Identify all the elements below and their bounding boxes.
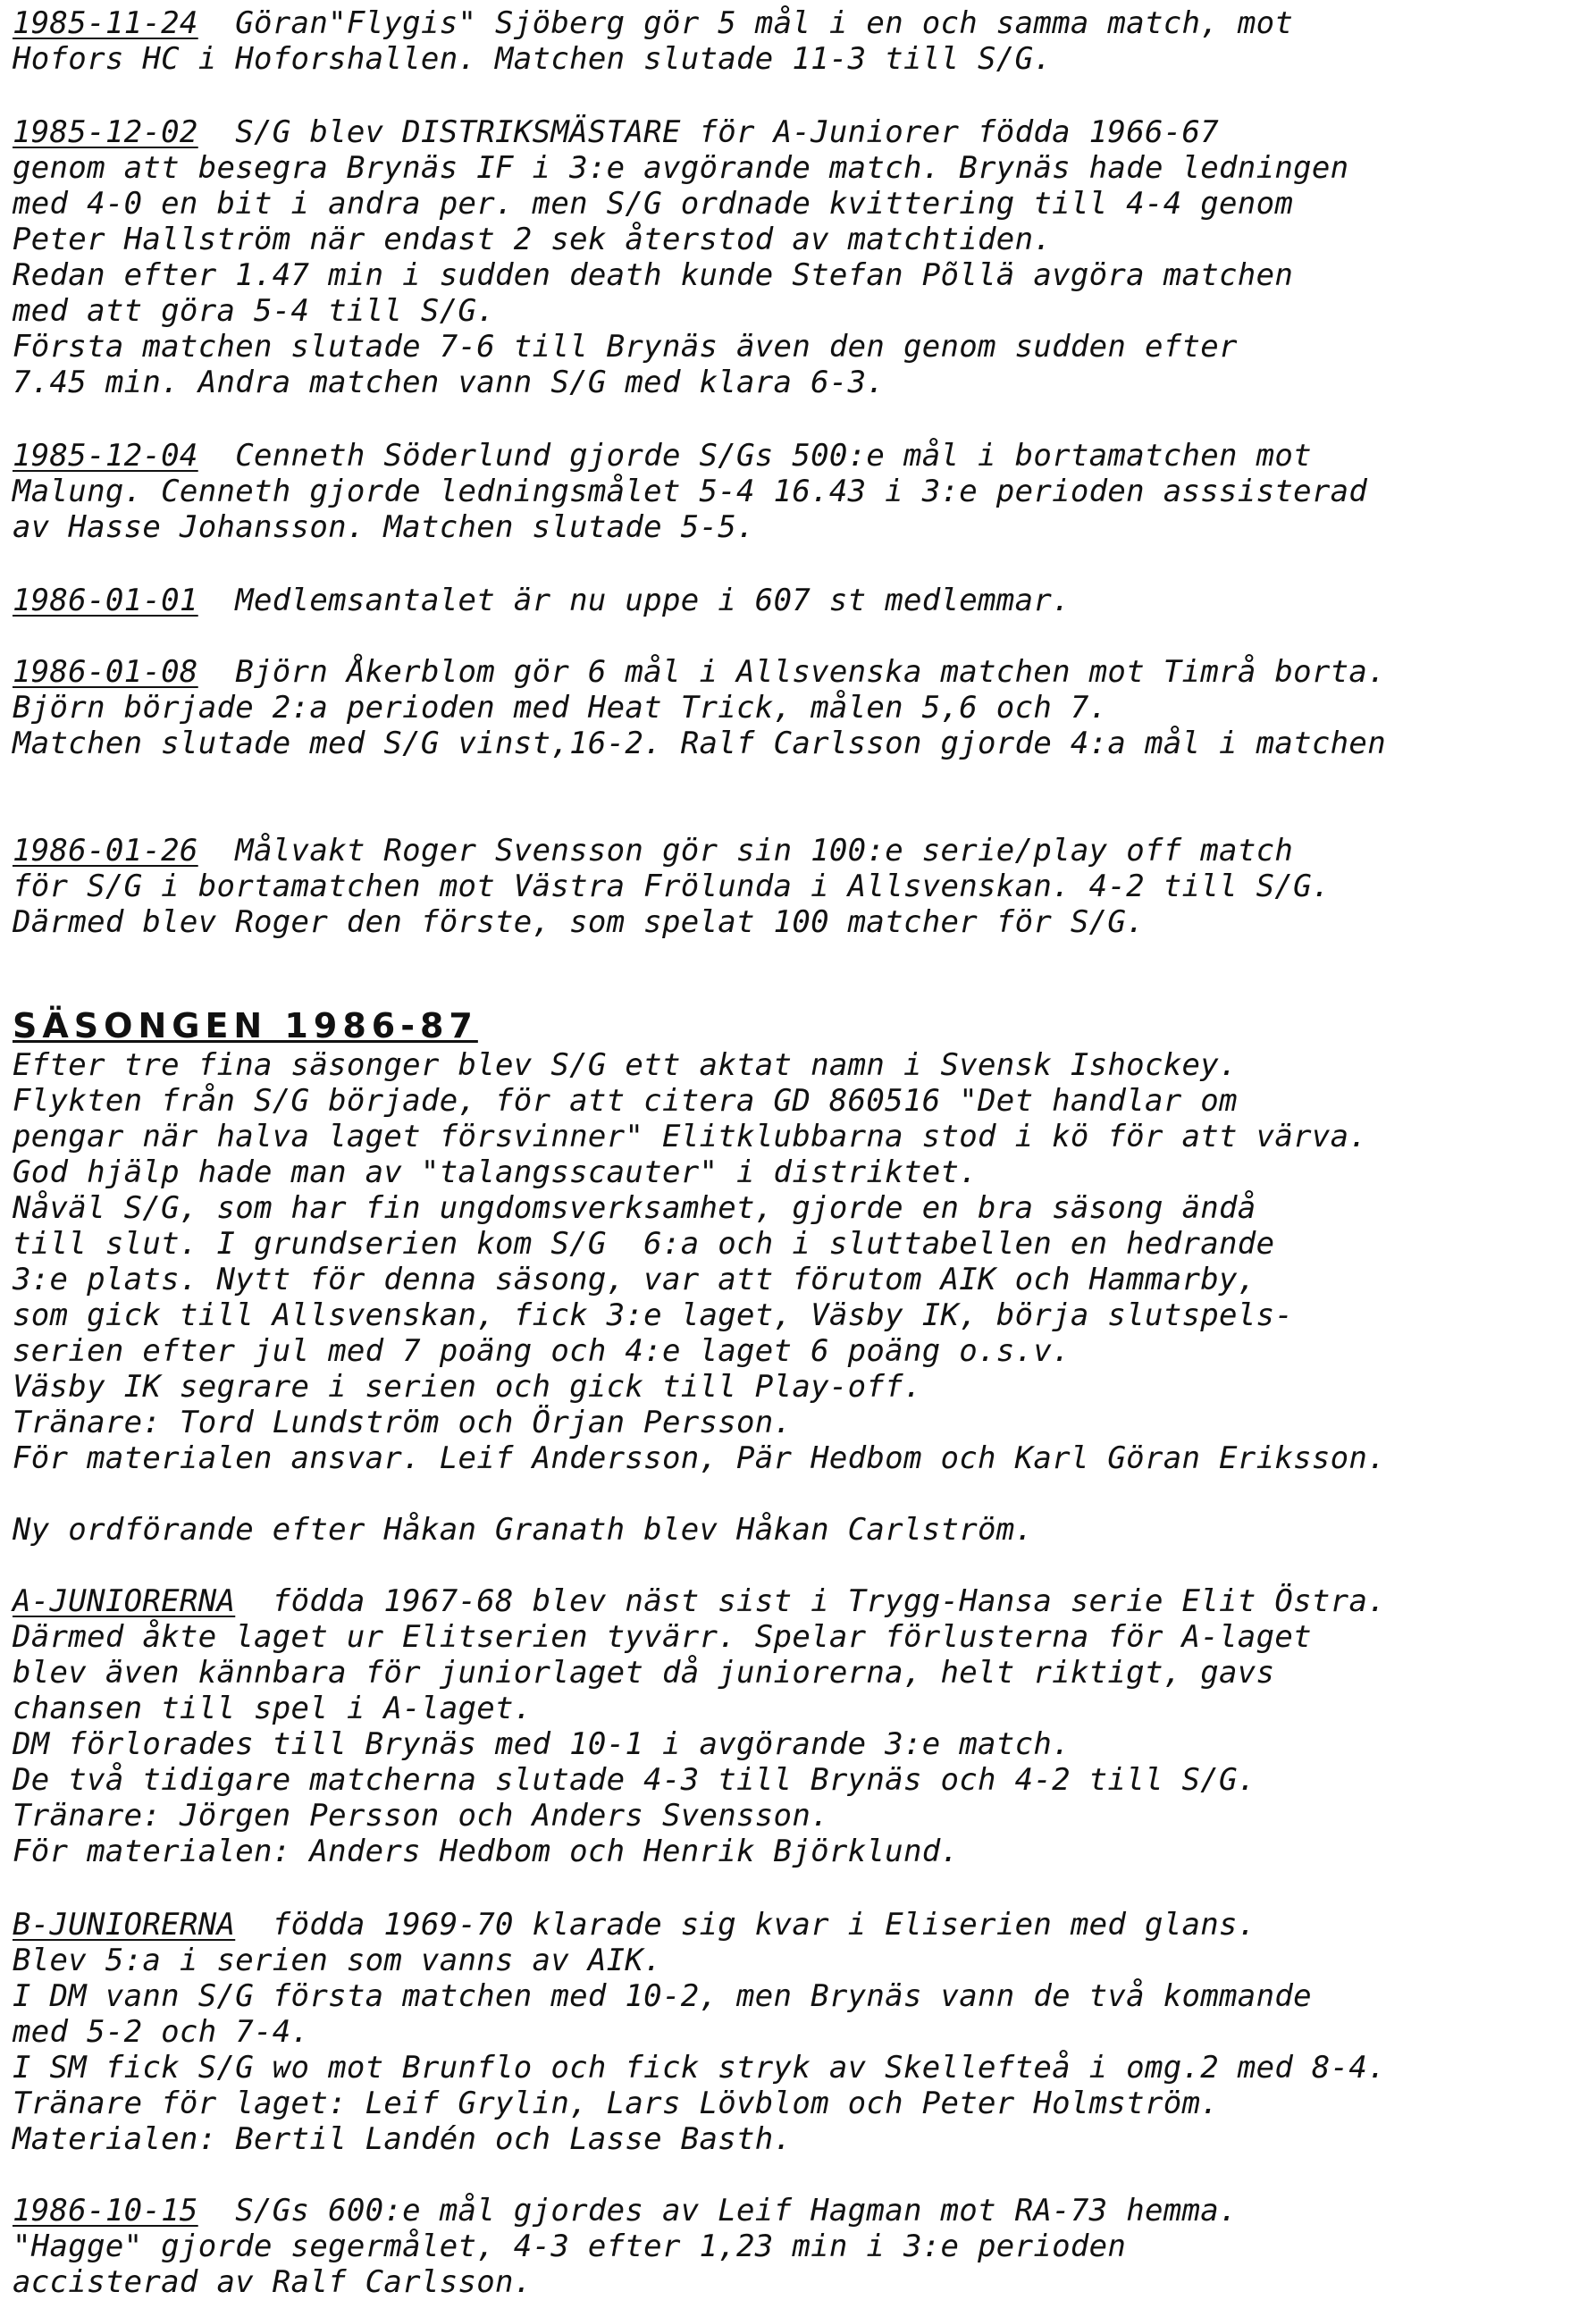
entry-line: genom att besegra Brynäs IF i 3:e avgörande match. Brynäs hade ledningen [13,150,1349,186]
a-juniors-line: De två tidigare matcherna slutade 4-3 till Brynäs och 4-2 till S/G. [13,1762,1256,1798]
season-line: som gick till Allsvenskan, fick 3:e laget, Väsby IK, börja slutspels- [13,1297,1294,1333]
entry-text: Björn Åkerblom gör 6 mål i Allsvenska matchen mot Timrå borta. [235,654,1386,690]
entry-line: av Hasse Johansson. Matchen slutade 5-5. [13,509,755,545]
section-label: A-JUNIORERNA [13,1583,236,1619]
entry-text: Cenneth Söderlund gjorde S/Gs 500:e mål i bortamatchen mot [235,438,1312,474]
b-juniors-line: Blev 5:a i serien som vanns av AIK. [13,1943,662,1978]
entry-first-line [13,114,1219,150]
entry-text: Göran"Flygis" Sjöberg gör 5 mål i en och samma match, mot [235,5,1294,41]
entry-first-line [13,833,1293,869]
entry-first-line [13,5,1293,41]
a-juniors-line: För materialen: Anders Hedbom och Henrik Björklund. [13,1834,960,1869]
b-juniors-line: Materialen: Bertil Landén och Lasse Basth. [13,2121,793,2157]
season-line: För materialen ansvar. Leif Andersson, Pär Hedbom och Karl Göran Eriksson. [13,1440,1386,1476]
entry-line: med 4-0 en bit i andra per. men S/G ordnade kvittering till 4-4 genom [13,186,1294,222]
section-text: födda 1969-70 klarade sig kvar i Eliserien med glans. [272,1907,1256,1943]
entry-line: Redan efter 1.47 min i sudden death kunde Stefan Põllä avgöra matchen [13,257,1294,293]
season-line: serien efter jul med 7 poäng och 4:e laget 6 poäng o.s.v. [13,1333,1071,1369]
entry-line: för S/G i bortamatchen mot Västra Frölunda i Allsvenskan. 4-2 till S/G. [13,869,1331,904]
entry-line: "Hagge" gjorde segermålet, 4-3 efter 1,23 min i 3:e perioden [13,2229,1127,2264]
entry-date: 1985-12-04 [13,438,198,474]
season-line: till slut. I grundserien kom S/G 6:a och i sluttabellen en hedrande [13,1226,1275,1262]
season-line: Flykten från S/G började, för att citera GD 860516 "Det handlar om [13,1083,1238,1119]
season-line: Tränare: Tord Lundström och Örjan Persson. [13,1405,793,1440]
a-juniors-line: chansen till spel i A-laget. [13,1691,533,1726]
season-line: Väsby IK segrare i serien och gick till Play-off. [13,1369,922,1405]
b-juniors-line: I SM fick S/G wo mot Brunflo och fick stryk av Skellefteå i omg.2 med 8-4. [13,2050,1386,2086]
season-line: Efter tre fina säsonger blev S/G ett aktat namn i Svensk Ishockey. [13,1047,1238,1083]
season-heading: SÄSONGEN 1986-87 [13,1006,478,1045]
b-juniors-line: med 5-2 och 7-4. [13,2014,310,2050]
season-line: Nåväl S/G, som har fin ungdomsverksamhet, gjorde en bra säsong ändå [13,1190,1256,1226]
entry-line: Björn började 2:a perioden med Heat Trick, målen 5,6 och 7. [13,690,1108,726]
entry-date: 1986-01-01 [13,583,198,618]
b-juniors-line: I DM vann S/G första matchen med 10-2, men Brynäs vann de två kommande [13,1978,1312,2014]
entry-text: S/G blev DISTRIKSMÄSTARE för A-Juniorer födda 1966-67 [235,114,1220,150]
entry-first-line [13,438,1312,474]
season-line: 3:e plats. Nytt för denna säsong, var att förutom AIK och Hammarby, [13,1262,1256,1297]
season-line: God hjälp hade man av "talangsscauter" i distriktet. [13,1154,979,1190]
entry-line: accisterad av Ralf Carlsson. [13,2264,533,2300]
entry-text: Medlemsantalet är nu uppe i 607 st medlemmar. [235,583,1071,618]
a-juniors-line: Tränare: Jörgen Persson och Anders Svensson. [13,1798,829,1834]
entry-first-line [13,2193,1238,2229]
season-line: pengar när halva laget försvinner" Elitklubbarna stod i kö för att värva. [13,1119,1368,1154]
entry-text: Målvakt Roger Svensson gör sin 100:e serie/play off match [235,833,1294,869]
entry-line: Matchen slutade med S/G vinst,16-2. Ralf Carlsson gjorde 4:a mål i matchen [13,726,1386,761]
entry-line: Därmed blev Roger den förste, som spelat 100 matcher för S/G. [13,904,1145,940]
entry-date: 1985-12-02 [13,114,198,150]
entry-line: Första matchen slutade 7-6 till Brynäs även den genom sudden efter [13,329,1238,365]
a-juniors-first-line [13,1583,1386,1619]
entry-line: Peter Hallström när endast 2 sek återstod av matchtiden. [13,222,1053,257]
entry-text: S/Gs 600:e mål gjordes av Leif Hagman mot RA-73 hemma. [235,2193,1238,2229]
a-juniors-line: DM förlorades till Brynäs med 10-1 i avgörande 3:e match. [13,1726,1071,1762]
entry-date: 1986-10-15 [13,2193,198,2229]
chairman-line: Ny ordförande efter Håkan Granath blev Håkan Carlström. [13,1512,1034,1548]
entry-first-line [13,654,1386,690]
entry-line: Hofors HC i Hoforshallen. Matchen slutade 11-3 till S/G. [13,41,1053,77]
a-juniors-line: blev även kännbara för juniorlaget då juniorerna, helt riktigt, gavs [13,1655,1275,1691]
b-juniors-first-line [13,1907,1256,1943]
entry-line: Malung. Cenneth gjorde ledningsmålet 5-4 16.43 i 3:e perioden asssisterad [13,474,1368,509]
a-juniors-line: Därmed åkte laget ur Elitserien tyvärr. Spelar förlusterna för A-laget [13,1619,1312,1655]
entry-line: 7.45 min. Andra matchen vann S/G med klara 6-3. [13,365,886,400]
entry-date: 1986-01-26 [13,833,198,869]
section-label: B-JUNIORERNA [13,1907,236,1943]
entry-date: 1985-11-24 [13,5,198,41]
entry-date: 1986-01-08 [13,654,198,690]
entry-first-line [13,583,1071,618]
section-text: födda 1967-68 blev näst sist i Trygg-Hansa serie Elit Östra. [272,1583,1386,1619]
b-juniors-line: Tränare för laget: Leif Grylin, Lars Lövblom och Peter Holmström. [13,2086,1220,2121]
entry-line: med att göra 5-4 till S/G. [13,293,496,329]
